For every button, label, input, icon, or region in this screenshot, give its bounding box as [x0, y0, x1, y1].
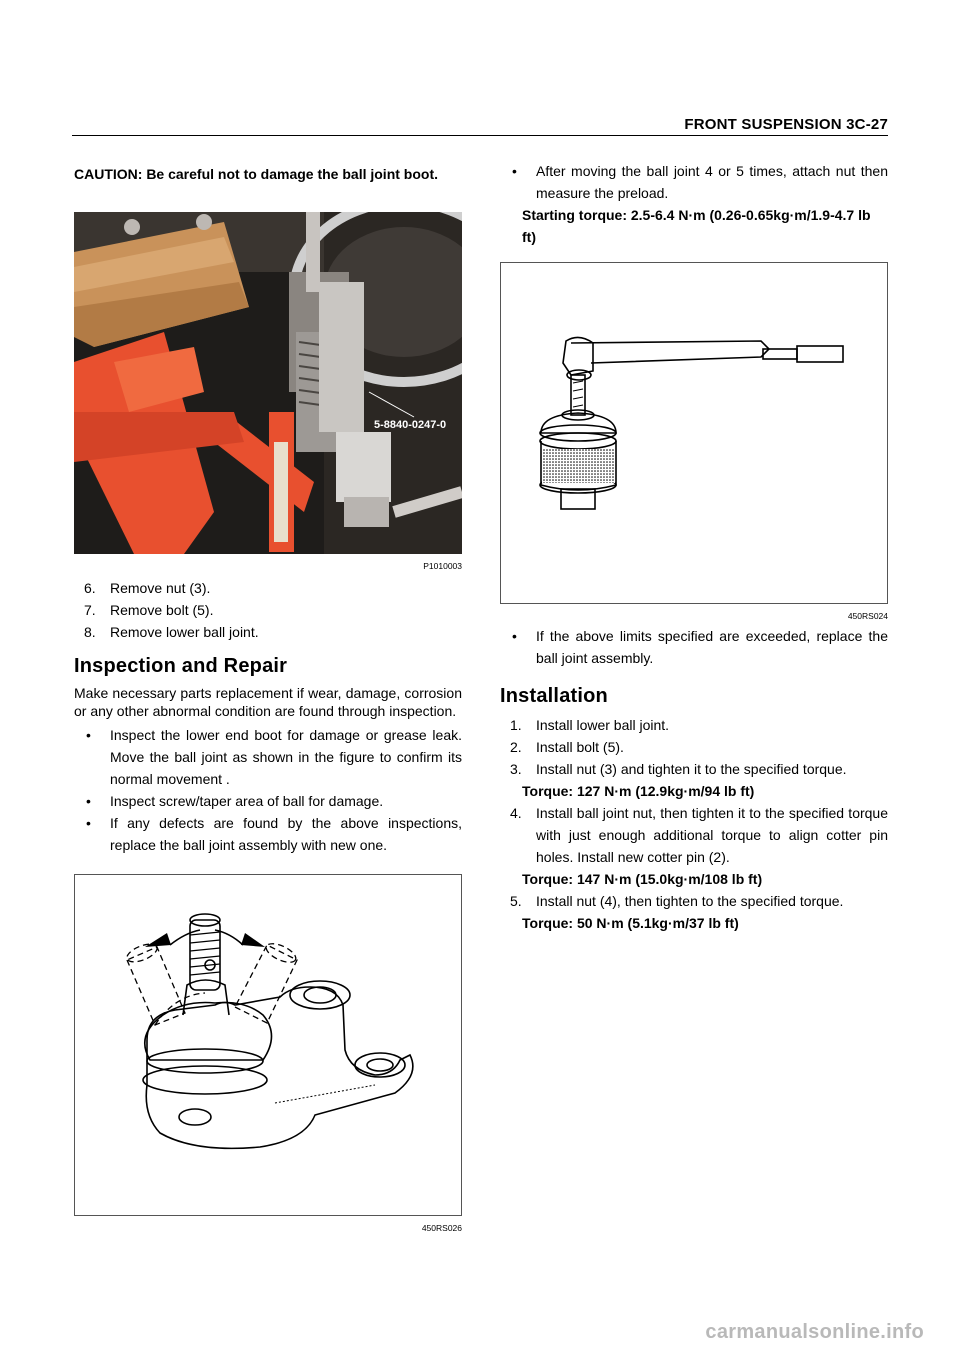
installation-steps-cont-2 [500, 890, 888, 912]
torque-spec-step-3: Torque: 127 N·m (12.9kg·m/94 lb ft) [522, 783, 755, 799]
ball-joint-movement-diagram [74, 874, 462, 1216]
list-item: • If any defects are found by the above inspections, replace the ball joint assembly with new one. [86, 815, 462, 853]
inspection-heading: Inspection and Repair [74, 655, 288, 677]
list-item: • If the above limits specified are exceeded, replace the ball joint assembly. [512, 628, 888, 666]
torque-spec-step-5: Torque: 50 N·m (5.1kg·m/37 lb ft) [522, 915, 739, 931]
ball-joint-figure [74, 874, 462, 1233]
inspection-bullets [74, 724, 462, 856]
list-item: 1. Install lower ball joint. [510, 717, 670, 733]
list-item: 4. Install ball joint nut, then tighten it to the specified torque with just enough additional torque to align cotter pin holes. Install new cotter pin (2). [510, 805, 888, 865]
list-item: 6. Remove nut (3). [84, 580, 211, 596]
inspection-intro: Make necessary parts replacement if wear, damage, corrosion or any other abnormal condition are found through inspection. [74, 685, 462, 719]
starting-torque-spec: Starting torque: 2.5-6.4 N·m (0.26-0.65kg·m/1.9-4.7 lb ft) [522, 207, 871, 245]
list-item: • After moving the ball joint 4 or 5 times, attach nut then measure the preload. [512, 163, 888, 201]
installation-steps [500, 714, 888, 780]
caution-note: CAUTION: Be careful not to damage the ball joint boot. [74, 166, 439, 182]
preload-figure [500, 262, 888, 621]
header-rule [72, 135, 888, 136]
list-item: 2. Install bolt (5). [510, 739, 624, 755]
list-item: 5. Install nut (4), then tighten to the specified torque. [510, 893, 844, 909]
preload-measurement-diagram [500, 262, 888, 604]
preload-bullets [500, 160, 888, 204]
limit-bullets [500, 625, 888, 669]
page-header-title: FRONT SUSPENSION 3C-27 [684, 116, 888, 133]
list-item: 3. Install nut (3) and tighten it to the specified torque. [510, 761, 847, 777]
list-item: 7. Remove bolt (5). [84, 602, 214, 618]
installation-heading: Installation [500, 685, 608, 707]
figure-caption-right: 450RS024 [847, 611, 888, 621]
watermark-text: carmanualsonline.info [705, 1321, 924, 1343]
list-item: 8. Remove lower ball joint. [84, 624, 259, 640]
removal-photo [74, 212, 462, 554]
photo-caption: P1010003 [423, 561, 462, 571]
list-item: • Inspect screw/taper area of ball for damage. [86, 793, 384, 809]
left-column [74, 160, 462, 1233]
figure-caption: 450RS026 [421, 1223, 462, 1233]
list-item: • Inspect the lower end boot for damage or grease leak. Move the ball joint as shown in the figure to confirm its normal movement . [86, 727, 462, 787]
photo-figure [74, 212, 462, 571]
torque-spec-step-4: Torque: 147 N·m (15.0kg·m/108 lb ft) [522, 871, 763, 887]
photo-tool-label: 5-8840-0247-0 [374, 419, 447, 431]
removal-steps [74, 577, 462, 643]
right-column [500, 160, 888, 934]
installation-steps-cont [500, 802, 888, 868]
